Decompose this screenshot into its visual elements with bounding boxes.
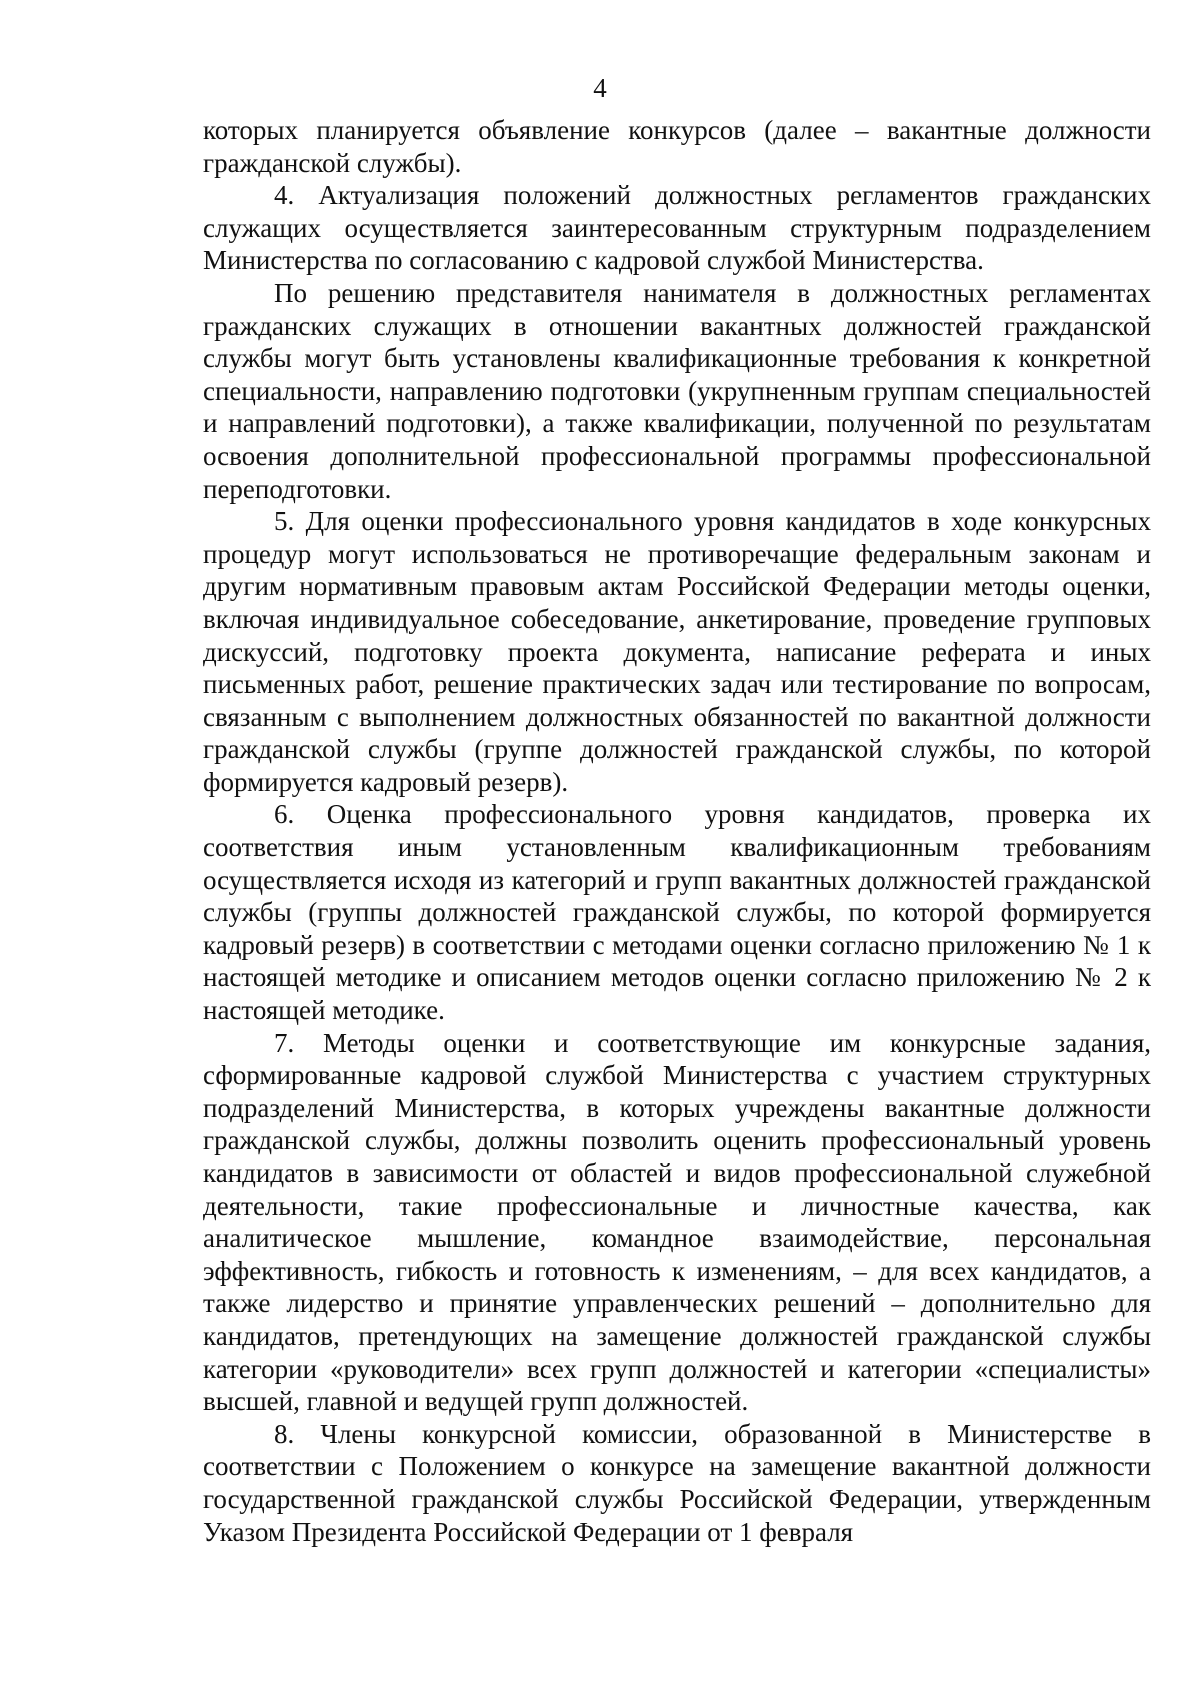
paragraph-continuation: которых планируется объявление конкурсов (далее – вакантные должности гражданской службы).: [203, 115, 1151, 178]
paragraph-item-4: 4. Актуализация положений должностных регламентов гражданских служащих осуществляется заинтересованным структурным подразделением Министерства по согласованию с кадровой службой Министерства.: [203, 180, 1151, 276]
paragraph-item-8: 8. Члены конкурсной комиссии, образованной в Министерстве в соответствии с Положением о конкурсе на замещение вакантной должности государственной гражданской службы Российской Федерации, утвержденным Указом Президента Российской Федерации от 1 февраля: [203, 1418, 1151, 1547]
paragraph-item-6: 6. Оценка профессионального уровня кандидатов, проверка их соответствия иным установленным квалификационным требованиям осуществляется исходя из категорий и групп вакантных должностей гражданской службы (группы должностей гражданской службы, по которой формируется кадровый резерв) в соответствии с методами оценки согласно приложению № 1 к настоящей методике и описанием методов оценки согласно приложению № 2 к настоящей методике.: [203, 799, 1151, 1026]
paragraph-item-5: 5. Для оценки профессионального уровня кандидатов в ходе конкурсных процедур могут использоваться не противоречащие федеральным законам и другим нормативным правовым актам Российской Федерации методы оценки, включая индивидуальное собеседование, анкетирование, проведение групповых дискуссий, подготовку проекта документа, написание реферата и иных письменных работ, решение практических задач или тестирование по вопросам, связанным с выполнением должностных обязанностей по вакантной должности гражданской службы (группе должностей гражданской службы, по которой формируется кадровый резерв).: [203, 506, 1151, 797]
document-body: [203, 114, 1151, 1548]
paragraph-item-4-supplement: По решению представителя нанимателя в должностных регламентах гражданских служащих в отношении вакантных должностей гражданской службы могут быть установлены квалификационные требования к конкретной специальности, направлению подготовки (укрупненным группам специальностей и направлений подготовки), а также квалификации, полученной по результатам освоения дополнительной профессиональной программы профессиональной переподготовки.: [203, 277, 1151, 504]
paragraph-item-7: 7. Методы оценки и соответствующие им конкурсные задания, сформированные кадровой службой Министерства с участием структурных подразделений Министерства, в которых учреждены вакантные должности гражданской службы, должны позволить оценить профессиональный уровень кандидатов в зависимости от областей и видов профессиональной служебной деятельности, такие профессиональные и личностные качества, как аналитическое мышление, командное взаимодействие, персональная эффективность, гибкость и готовность к изменениям, – для всех кандидатов, а также лидерство и принятие управленческих решений – дополнительно для кандидатов, претендующих на замещение должностей гражданской службы категории «руководители» всех групп должностей и категории «специалисты» высшей, главной и ведущей групп должностей.: [203, 1027, 1151, 1417]
page-number: 4: [593, 73, 607, 103]
